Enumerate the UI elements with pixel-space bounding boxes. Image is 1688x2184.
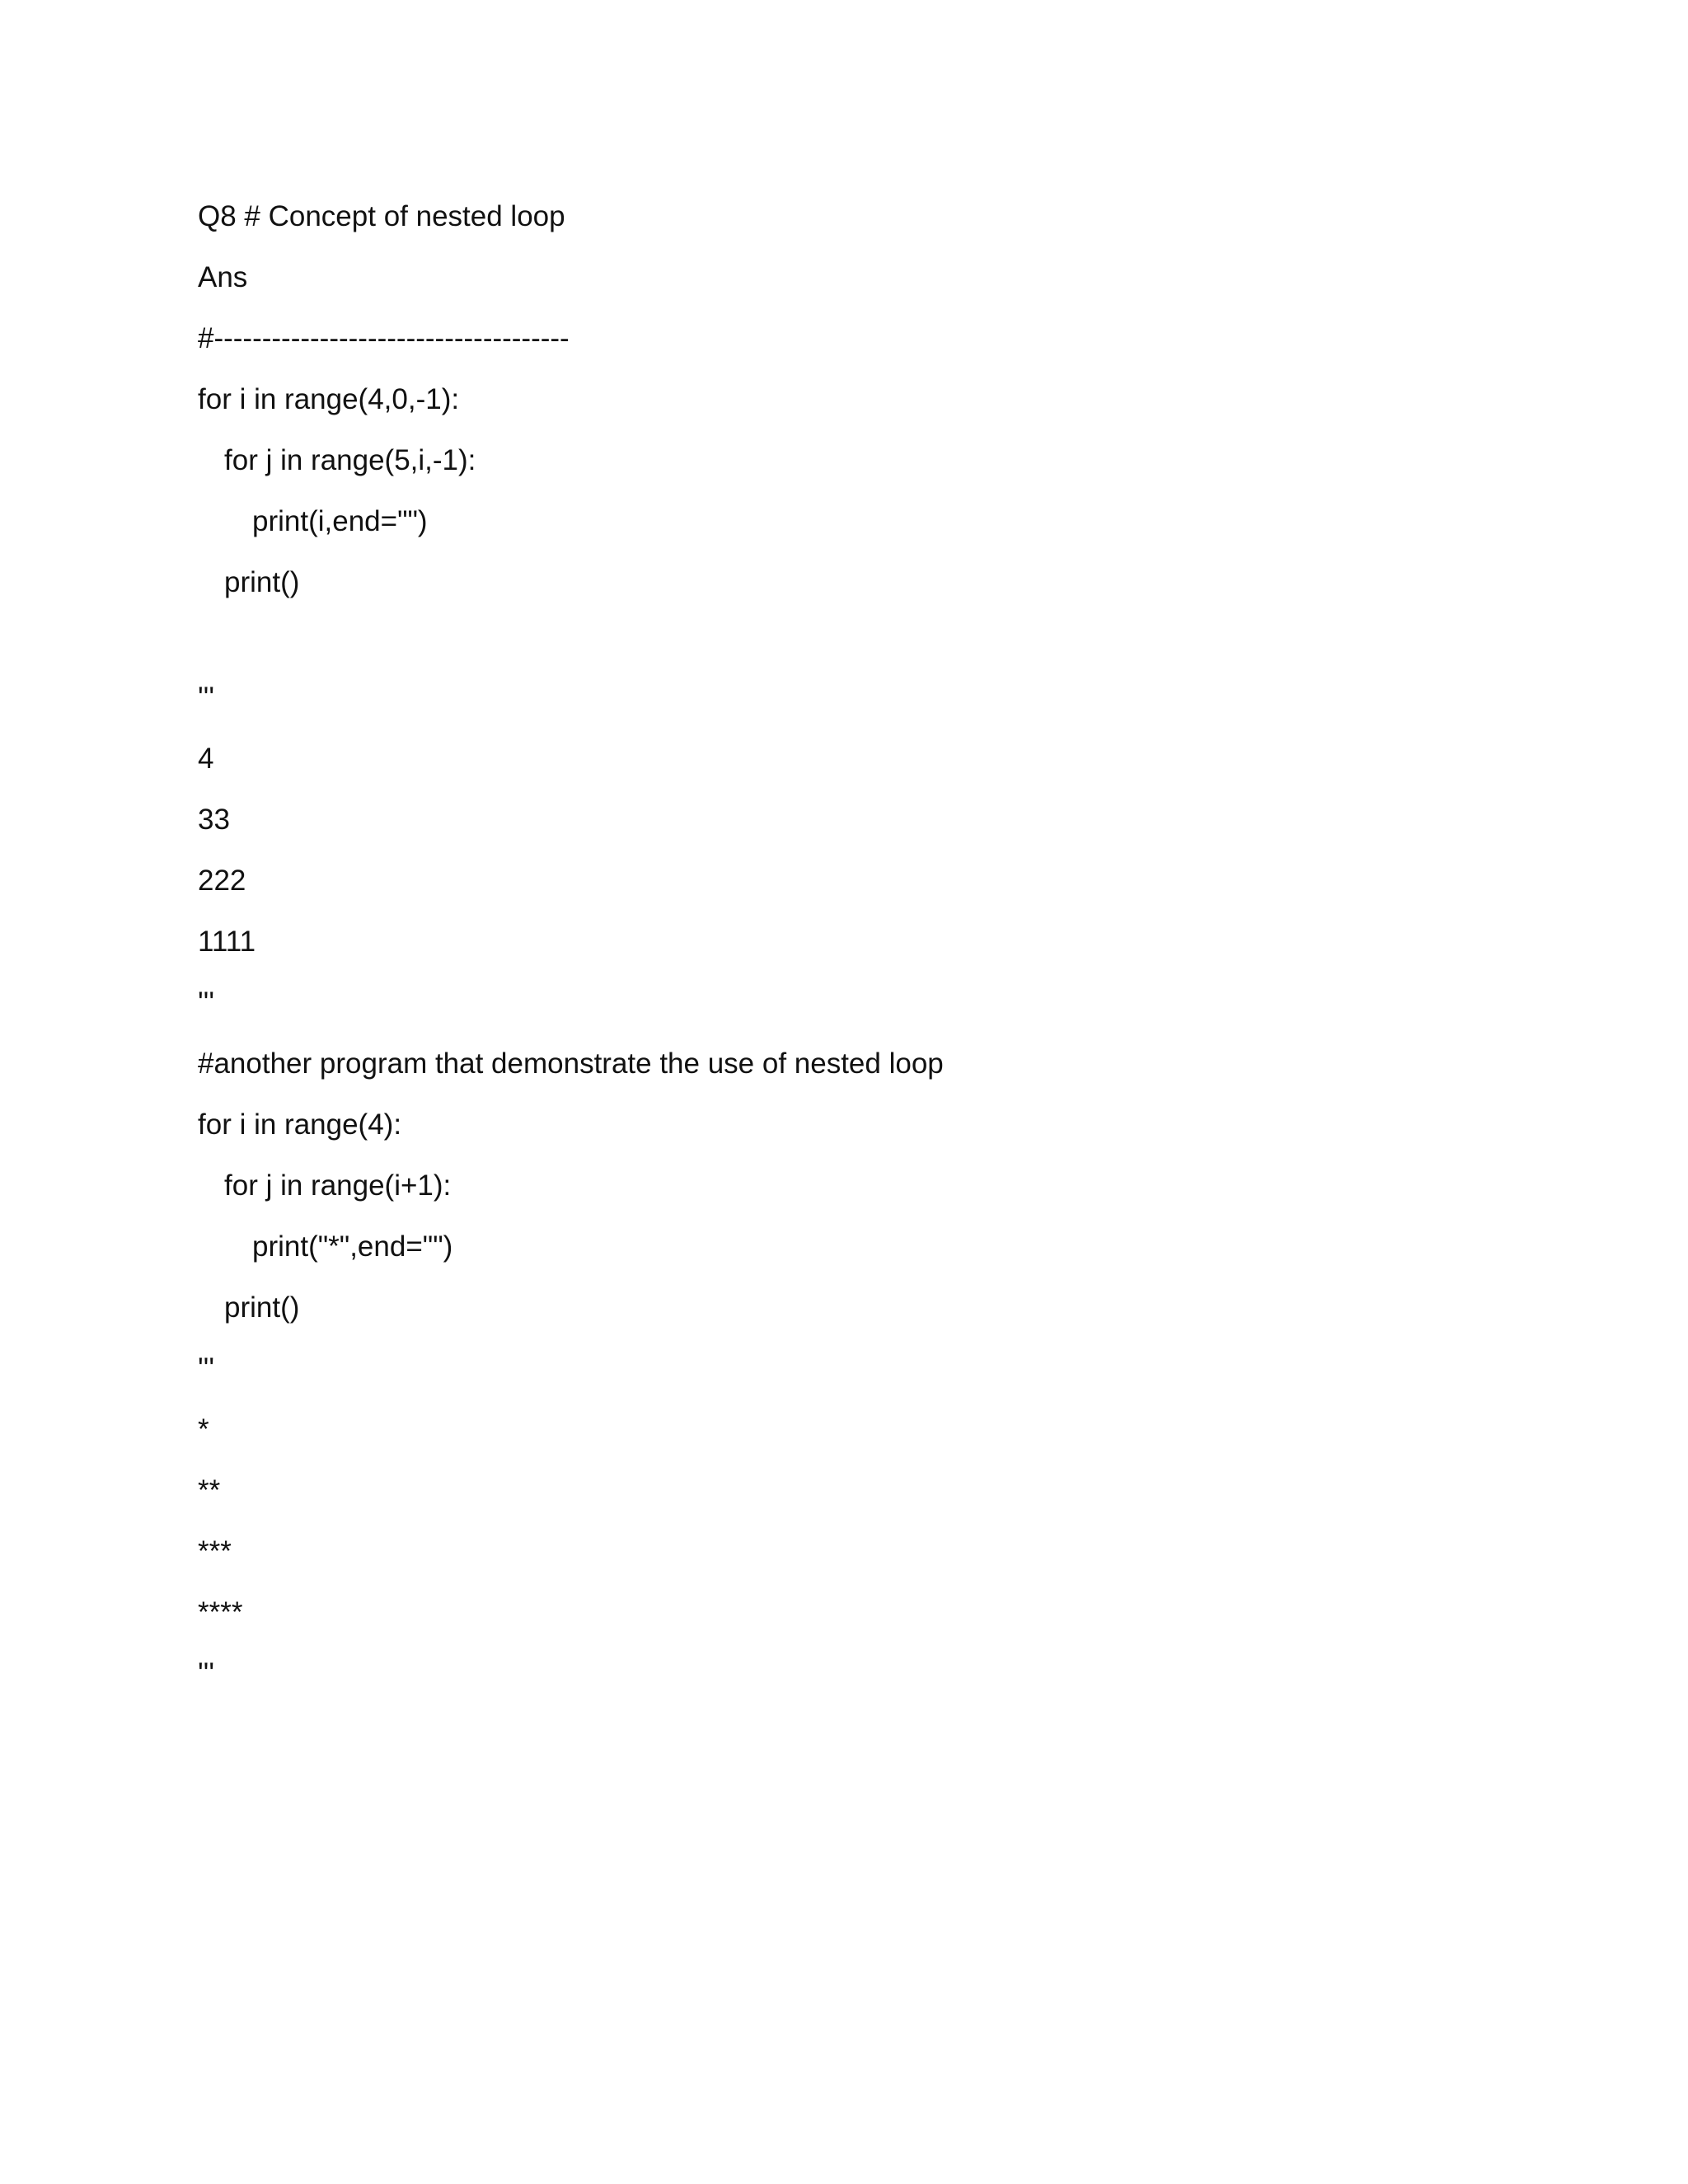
output1-row: 222 [198,865,246,897]
program1-outer-loop: for i in range(4,0,-1): [198,383,460,415]
program2-inner-loop: for j in range(i+1): [224,1169,452,1202]
program2-comment: #another program that demonstrate the use of nested loop [198,1047,944,1080]
output1-row: 4 [198,743,214,775]
output1-open-quote: ''' [198,682,215,714]
output2-close-quote: ''' [198,1657,215,1690]
output1-close-quote: ''' [198,987,215,1019]
program1-print-statement: print(i,end="") [252,505,428,537]
separator-comment: #------------------------------------- [198,322,570,354]
program2-print-statement: print("*",end="") [252,1230,453,1263]
output2-row: *** [198,1535,232,1568]
output2-open-quote: ''' [198,1352,215,1385]
output2-row: * [198,1413,209,1446]
answer-label: Ans [198,261,248,293]
program1-inner-loop: for j in range(5,i,-1): [224,444,476,476]
output2-row: ** [198,1474,221,1507]
document-body [198,196,1500,1714]
question-heading: Q8 # Concept of nested loop [198,200,565,232]
output1-row: 1111 [198,926,256,958]
program2-outer-loop: for i in range(4): [198,1108,402,1141]
output2-row: **** [198,1596,243,1629]
output1-row: 33 [198,804,230,836]
program1-newline-print: print() [224,566,300,598]
blank-line [198,623,1500,677]
program2-newline-print: print() [224,1291,300,1324]
